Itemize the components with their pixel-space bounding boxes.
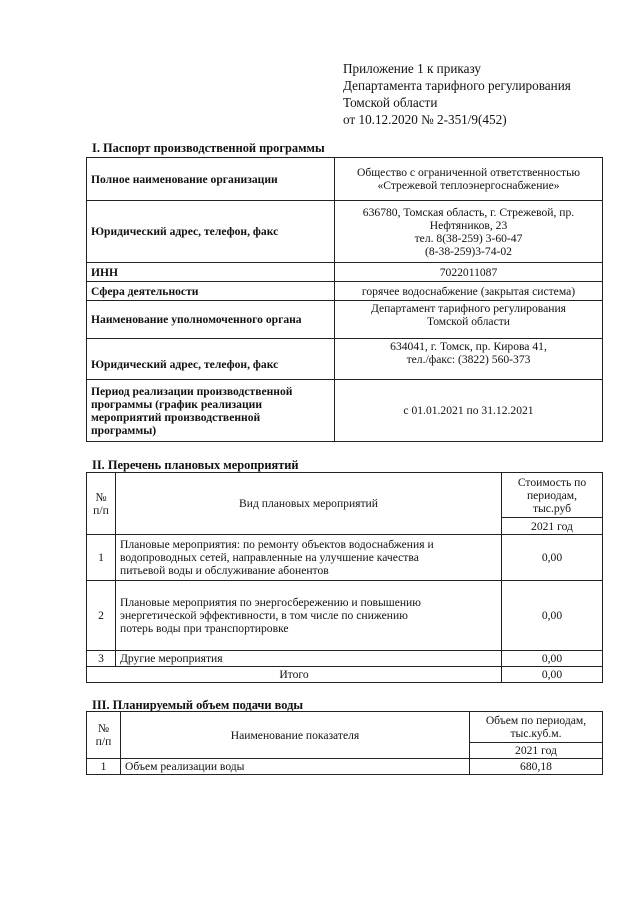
row-label: ИНН [87, 263, 335, 282]
column-header-indicator: Наименование показателя [121, 712, 470, 759]
section3-title: III. Планируемый объем подачи воды [92, 698, 304, 712]
row-label: Юридический адрес, телефон, факс [87, 339, 335, 380]
total-value: 0,00 [502, 667, 603, 683]
row-value: Департамент тарифного регулирования Томской области [335, 301, 603, 339]
row-value: горячее водоснабжение (закрытая система) [335, 282, 603, 301]
passport-table [86, 157, 603, 442]
activities-table [86, 472, 603, 683]
table-row [87, 535, 603, 581]
row-number: 3 [87, 651, 116, 667]
total-row [87, 667, 603, 683]
row-value: 636780, Томская область, г. Стрежевой, пр. Нефтяников, 23 тел. 8(38-259) 3-60-47 (8-38-259)3-74-02 [335, 201, 603, 263]
table-row [87, 301, 603, 339]
section1-title: I. Паспорт производственной программы [92, 141, 325, 155]
activity-cost: 0,00 [502, 651, 603, 667]
table-row [87, 651, 603, 667]
column-header-year: 2021 год [470, 743, 603, 759]
row-value: с 01.01.2021 по 31.12.2021 [335, 380, 603, 442]
section2-title: II. Перечень плановых мероприятий [92, 458, 299, 472]
column-header-volume: Объем по периодам, тыс.куб.м. [470, 712, 603, 743]
row-label: Наименование уполномоченного органа [87, 301, 335, 339]
row-number: 1 [87, 759, 121, 775]
region-line: Томской области [343, 95, 438, 110]
volume-value: 680,18 [470, 759, 603, 775]
order-reference [343, 60, 633, 128]
activity-name: Плановые мероприятия по энергосбережению и повышению энергетической эффективности, в том числе по снижению потерь воды при транспортировке [116, 581, 502, 651]
row-value: Общество с ограниченной ответственностью «Стрежевой теплоэнергоснабжение» [335, 158, 603, 201]
table-row [87, 263, 603, 282]
row-label: Юридический адрес, телефон, факс [87, 201, 335, 263]
table-row [87, 339, 603, 380]
table-row [87, 201, 603, 263]
row-label: Период реализации производственной программы (график реализации мероприятий производственной программы) [87, 380, 335, 442]
table-header-row [87, 473, 603, 518]
activity-cost: 0,00 [502, 535, 603, 581]
table-row [87, 282, 603, 301]
table-header-row [87, 712, 603, 743]
row-label: Полное наименование организации [87, 158, 335, 201]
table-row [87, 759, 603, 775]
table-row [87, 581, 603, 651]
table-row [87, 380, 603, 442]
activity-name: Плановые мероприятия: по ремонту объектов водоснабжения и водопроводных сетей, направленные на улучшение качества питьевой воды и обслуживание абонентов [116, 535, 502, 581]
column-header-number: № п/п [87, 473, 116, 535]
row-number: 2 [87, 581, 116, 651]
water-volume-table [86, 711, 603, 775]
row-number: 1 [87, 535, 116, 581]
order-date-line: от 10.12.2020 № 2-351/9(452) [343, 112, 507, 127]
column-header-year: 2021 год [502, 518, 603, 535]
table-row [87, 158, 603, 201]
total-label: Итого [87, 667, 502, 683]
activity-name: Другие мероприятия [116, 651, 502, 667]
row-value: 634041, г. Томск, пр. Кирова 41, тел./факс: (3822) 560-373 [335, 339, 603, 380]
appendix-line: Приложение 1 к приказу [343, 61, 481, 76]
indicator-name: Объем реализации воды [121, 759, 470, 775]
activity-cost: 0,00 [502, 581, 603, 651]
department-line: Департамента тарифного регулирования [343, 78, 571, 93]
row-label: Сфера деятельности [87, 282, 335, 301]
column-header-number: № п/п [87, 712, 121, 759]
column-header-cost: Стоимость по периодам, тыс.руб [502, 473, 603, 518]
column-header-activity: Вид плановых мероприятий [116, 473, 502, 535]
row-value: 7022011087 [335, 263, 603, 282]
